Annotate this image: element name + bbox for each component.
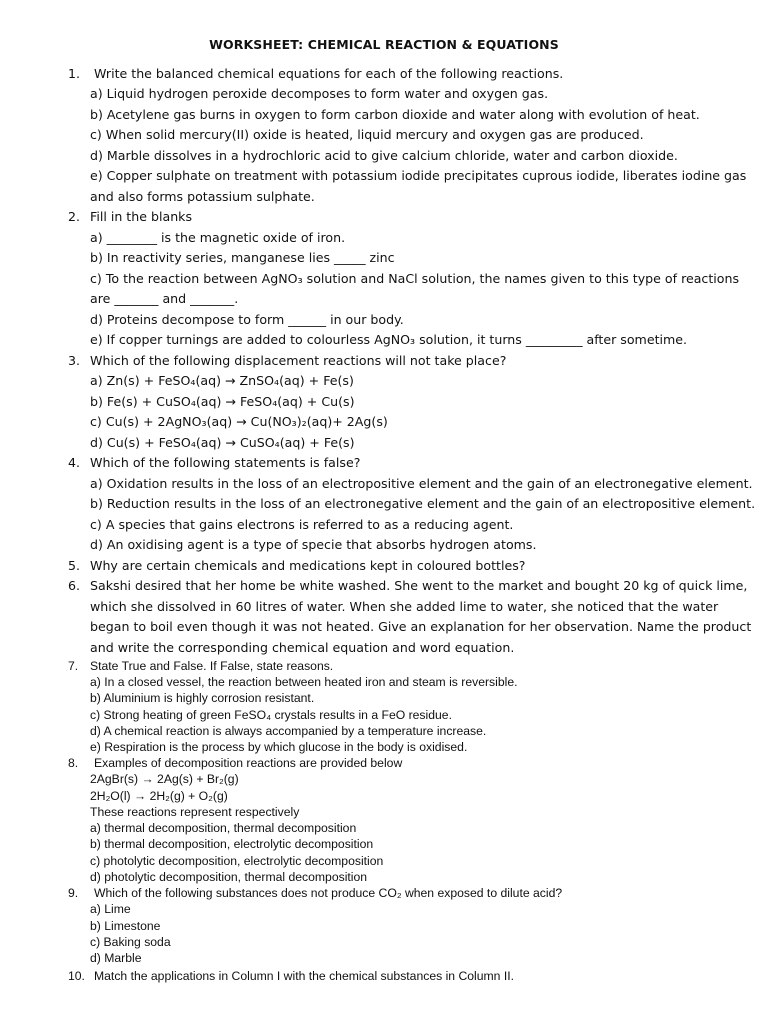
option-b: b) thermal decomposition, electrolytic decomposition — [90, 837, 374, 851]
option-b: b) Fe(s) + CuSO₄(aq) → FeSO₄(aq) + Cu(s) — [90, 394, 355, 409]
question-number: 1. — [68, 66, 81, 81]
question-text: Write the balanced chemical equations for each of the following reactions. — [94, 66, 564, 81]
question-number: 7. — [68, 659, 79, 673]
option-a: a) thermal decomposition, thermal decomposition — [90, 821, 357, 835]
option-c: c) photolytic decomposition, electrolytic decomposition — [90, 854, 384, 868]
option-a: a) Zn(s) + FeSO₄(aq) → ZnSO₄(aq) + Fe(s) — [90, 373, 354, 388]
option-e: e) Copper sulphate on treatment with potassium iodide precipitates cuprous iodide, liberates iodine gas — [90, 168, 747, 183]
question-text: Which of the following statements is false? — [90, 455, 361, 470]
question-number: 8. — [68, 756, 79, 770]
option-e-continued: and also forms potassium sulphate. — [90, 189, 315, 204]
blank-b: b) In reactivity series, manganese lies _____ zinc — [90, 250, 395, 265]
option-d: d) photolytic decomposition, thermal decomposition — [90, 870, 368, 884]
question-text-line-2: which she dissolved in 60 litres of water. When she added lime to water, she noticed that the water — [90, 599, 719, 614]
option-a: a) Oxidation results in the loss of an electropositive element and the gain of an electronegative element. — [90, 476, 753, 491]
blank-c: c) To the reaction between AgNO₃ solution and NaCl solution, the names given to this type of reactions — [90, 271, 740, 286]
statement-a: a) In a closed vessel, the reaction between heated iron and steam is reversible. — [90, 675, 518, 689]
blank-c-continued: are _______ and _______. — [90, 291, 239, 306]
option-c: c) Cu(s) + 2AgNO₃(aq) → Cu(NO₃)₂(aq)+ 2Ag(s) — [90, 414, 388, 429]
question-number: 4. — [68, 455, 81, 470]
statement-d: d) A chemical reaction is always accompanied by a temperature increase. — [90, 724, 487, 738]
blank-d: d) Proteins decompose to form ______ in our body. — [90, 312, 404, 327]
option-d: d) Marble dissolves in a hydrochloric acid to give calcium chloride, water and carbon dioxide. — [90, 148, 678, 163]
option-b: b) Limestone — [90, 919, 161, 933]
question-text: Fill in the blanks — [90, 209, 193, 224]
blank-a: a) ________ is the magnetic oxide of iron. — [90, 230, 346, 245]
question-text-line-4: and write the corresponding chemical equation and word equation. — [90, 640, 515, 655]
question-text-line-1: Sakshi desired that her home be white washed. She went to the market and bought 20 kg of quick lime, — [90, 578, 748, 593]
option-c: c) When solid mercury(II) oxide is heated, liquid mercury and oxygen gas are produced. — [90, 127, 644, 142]
question-text: Which of the following displacement reactions will not take place? — [90, 353, 507, 368]
blank-e: e) If copper turnings are added to colourless AgNO₃ solution, it turns _________ after sometime. — [90, 332, 688, 347]
question-text-line-3: began to boil even though it was not heated. Give an explanation for her observation. Name the product — [90, 619, 752, 634]
question-stem: These reactions represent respectively — [90, 805, 300, 819]
option-b: b) Reduction results in the loss of an electronegative element and the gain of an electropositive element. — [90, 496, 756, 511]
question-text: State True and False. If False, state reasons. — [90, 659, 334, 673]
option-d: d) Marble — [90, 951, 142, 965]
question-text: Match the applications in Column I with the chemical substances in Column II. — [94, 969, 514, 983]
question-text: Which of the following substances does not produce CO₂ when exposed to dilute acid? — [94, 886, 563, 900]
option-d: d) Cu(s) + FeSO₄(aq) → CuSO₄(aq) + Fe(s) — [90, 435, 355, 450]
equation-2: 2H₂O(l) → 2H₂(g) + O₂(g) — [90, 789, 228, 803]
statement-e: e) Respiration is the process by which glucose in the body is oxidised. — [90, 740, 468, 754]
question-number: 6. — [68, 578, 81, 593]
statement-b: b) Aluminium is highly corrosion resistant. — [90, 691, 315, 705]
option-b: b) Acetylene gas burns in oxygen to form carbon dioxide and water along with evolution of heat. — [90, 107, 700, 122]
question-text: Examples of decomposition reactions are provided below — [94, 756, 403, 770]
question-number: 3. — [68, 353, 81, 368]
question-number: 10. — [68, 969, 85, 983]
statement-c: c) Strong heating of green FeSO₄ crystals results in a FeO residue. — [90, 708, 452, 722]
equation-1: 2AgBr(s) → 2Ag(s) + Br₂(g) — [90, 772, 239, 786]
worksheet-title: WORKSHEET: CHEMICAL REACTION & EQUATIONS — [209, 37, 559, 52]
question-text: Why are certain chemicals and medications kept in coloured bottles? — [90, 558, 526, 573]
option-a: a) Lime — [90, 902, 131, 916]
option-a: a) Liquid hydrogen peroxide decomposes to form water and oxygen gas. — [90, 86, 549, 101]
option-c: c) A species that gains electrons is referred to as a reducing agent. — [90, 517, 514, 532]
question-number: 9. — [68, 886, 79, 900]
question-number: 2. — [68, 209, 81, 224]
question-number: 5. — [68, 558, 81, 573]
option-c: c) Baking soda — [90, 935, 171, 949]
option-d: d) An oxidising agent is a type of specie that absorbs hydrogen atoms. — [90, 537, 537, 552]
